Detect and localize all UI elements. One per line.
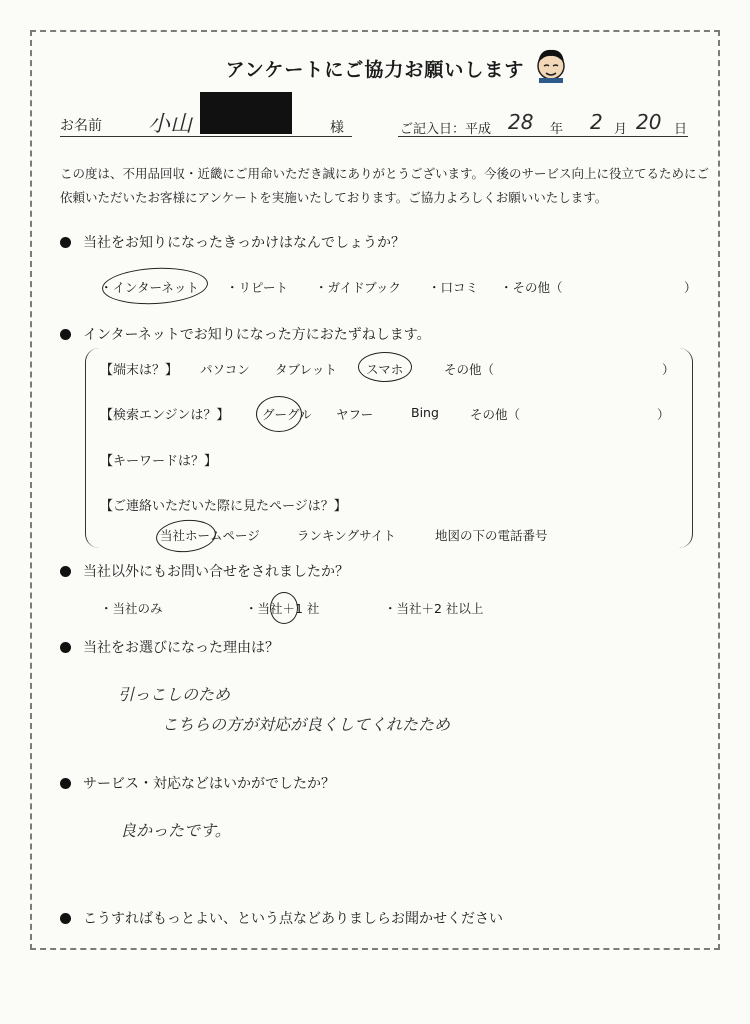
date-label: ご記入日：平成 bbox=[400, 122, 492, 137]
question-2 bbox=[60, 324, 431, 344]
intro-paragraph: この度は、不用品回収・近畿にご用命いただき誠にありがとうございます。今後のサービス向上に役立てるためにご依頼いただいたお客様にアンケートを実施いたしております。ご協力よろしくお願いいたします。 bbox=[60, 166, 710, 205]
question-6-text: こうすればもっとよい、という点などありましらお聞かせください bbox=[83, 911, 503, 927]
q1-option-kuchikomi[interactable]: ・口コミ bbox=[428, 280, 479, 295]
question-6 bbox=[60, 908, 503, 928]
device-other[interactable]: その他（ bbox=[444, 362, 495, 377]
sama-label: 様 bbox=[330, 120, 344, 136]
date-day-value: 20 bbox=[636, 110, 662, 134]
bullet-icon bbox=[60, 329, 71, 340]
date-underline bbox=[398, 136, 688, 137]
question-3-text: 当社以外にもお問い合せをされましたか？ bbox=[83, 564, 349, 580]
name-underline bbox=[60, 136, 352, 137]
device-smartphone[interactable]: スマホ bbox=[366, 362, 404, 377]
engine-bing[interactable]: Bing bbox=[411, 405, 439, 420]
question-5 bbox=[60, 773, 335, 793]
q1-close-paren: ） bbox=[684, 280, 697, 295]
engine-other[interactable]: その他（ bbox=[470, 407, 521, 422]
question-2-text: インターネットでお知りになった方におたずねします。 bbox=[83, 327, 431, 343]
q3-option-plus2[interactable]: ・当社＋2 社以上 bbox=[384, 601, 484, 616]
mascot-icon bbox=[532, 45, 570, 83]
q4-answer-line-1: 引っこしのため bbox=[118, 685, 231, 704]
name-label: お名前 bbox=[60, 118, 102, 134]
page-ranking[interactable]: ランキングサイト bbox=[297, 528, 396, 543]
page-homepage[interactable]: 当社ホームページ bbox=[160, 528, 260, 543]
device-label: 【端末は？】 bbox=[100, 363, 179, 378]
day-unit: 日 bbox=[674, 122, 688, 137]
device-close-paren: ） bbox=[662, 362, 675, 377]
redaction-box bbox=[200, 92, 292, 134]
device-pc[interactable]: パソコン bbox=[200, 362, 250, 377]
question-1-text: 当社をお知りになったきっかけはなんでしょうか？ bbox=[83, 235, 405, 251]
date-year-value: 28 bbox=[508, 110, 534, 134]
question-5-text: サービス・対応などはいかがでしたか？ bbox=[83, 776, 335, 792]
device-smartphone-circle bbox=[358, 352, 412, 382]
engine-google-circle bbox=[256, 396, 302, 432]
engine-yahoo[interactable]: ヤフー bbox=[336, 407, 374, 422]
engine-close-paren: ） bbox=[657, 407, 670, 422]
q1-option-other[interactable]: ・その他（ bbox=[500, 280, 563, 295]
question-4 bbox=[60, 637, 279, 657]
name-value: 小山 bbox=[148, 112, 193, 137]
page-label: 【ご連絡いただいた際に見たページは？】 bbox=[100, 499, 347, 514]
q1-option-internet[interactable]: ・インターネット bbox=[100, 280, 199, 295]
q3-plus1-circle bbox=[270, 592, 298, 624]
keyword-label: 【キーワードは？】 bbox=[100, 454, 218, 469]
engine-label: 【検索エンジンは？】 bbox=[100, 408, 230, 423]
question-1 bbox=[60, 232, 405, 252]
survey-title: アンケートにご協力お願いします bbox=[225, 59, 525, 81]
q1-option-repeat[interactable]: ・リピート bbox=[226, 280, 289, 295]
bullet-icon bbox=[60, 913, 71, 924]
bullet-icon bbox=[60, 778, 71, 789]
page-map-phone[interactable]: 地図の下の電話番号 bbox=[435, 528, 548, 543]
q5-answer: 良かったです。 bbox=[120, 821, 231, 840]
month-unit: 月 bbox=[614, 122, 628, 137]
q3-option-plus1[interactable]: ・当社＋1 社 bbox=[245, 601, 320, 616]
engine-google[interactable]: グーグル bbox=[262, 407, 312, 422]
device-tablet[interactable]: タブレット bbox=[275, 362, 337, 377]
question-3 bbox=[60, 561, 349, 581]
date-month-value: 2 bbox=[590, 110, 603, 134]
q3-option-only[interactable]: ・当社のみ bbox=[100, 601, 163, 616]
q1-option-guidebook[interactable]: ・ガイドブック bbox=[315, 280, 401, 295]
question-4-text: 当社をお選びになった理由は？ bbox=[83, 640, 279, 656]
year-unit: 年 bbox=[550, 122, 564, 137]
bullet-icon bbox=[60, 642, 71, 653]
q4-answer-line-2: こちらの方が対応が良くしてくれたため bbox=[162, 715, 451, 734]
bullet-icon bbox=[60, 237, 71, 248]
bullet-icon bbox=[60, 566, 71, 577]
